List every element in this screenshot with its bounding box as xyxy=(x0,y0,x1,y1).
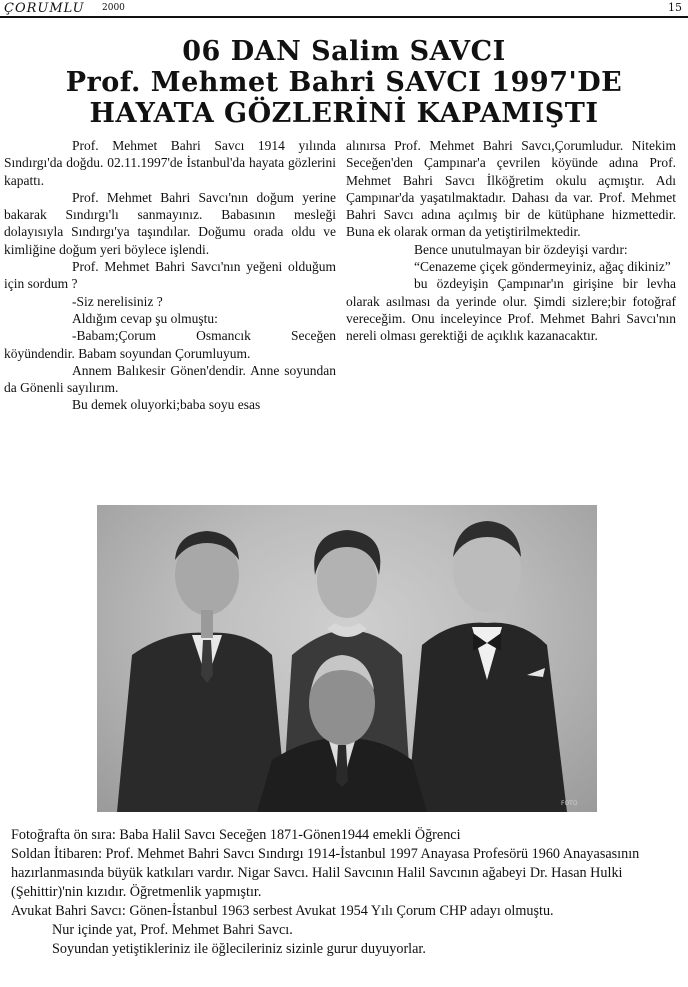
article-paragraph: Prof. Mehmet Bahri Savcı 1914 yılında Sındırgı'da doğdu. 02.11.1997'de İstanbul'da hayata gözlerini kapattı. xyxy=(4,138,336,188)
article-paragraph: -Siz nerelisiniz ? xyxy=(72,293,163,309)
article-column-left xyxy=(4,137,336,414)
article-paragraph: Bence unutulmayan bir özdeyişi vardır: xyxy=(414,241,628,257)
page-number: 15 xyxy=(668,1,682,14)
article-column-right xyxy=(346,137,676,345)
caption-line-2: Soldan İtibaren: Prof. Mehmet Bahri Savcı Sındırgı 1914-İstanbul 1997 Anayasa Profesörü 1960 Anayasasının hazırlanmasında büyük katkıları vardır. Nigar Savcı. Halil Savcının Halil Savcının ağabeyi Dr. Hasan Hulki (Şehittir)'nin kızıdır. Öğretmenlik yapmıştır. xyxy=(11,846,640,900)
article-paragraph: Aldığım cevap şu olmuştu: xyxy=(72,310,218,326)
article-paragraph: Bu demek oluyorki;baba soyu esas xyxy=(72,397,261,413)
article-paragraph: “Cenazeme çiçek göndermeyiniz, ağaç dikiniz” xyxy=(414,259,671,275)
caption-line-1: Fotoğrafta ön sıra: Baba Halil Savcı Seceğen 1871-Gönen1944 emekli Öğrenci xyxy=(11,827,461,843)
person-right xyxy=(407,521,567,812)
issue-year: 2000 xyxy=(102,3,125,13)
article-paragraph: Prof. Mehmet Bahri Savcı'nın yeğeni olduğum için sordum ? xyxy=(4,259,336,292)
article-headline xyxy=(0,36,688,129)
headline-line-2: Prof. Mehmet Bahri SAVCI 1997'DE xyxy=(65,67,623,98)
caption-line-3: Avukat Bahri Savcı: Gönen-İstanbul 1963 serbest Avukat 1954 Yılı Çorum CHP adayı olmuştu. xyxy=(11,903,554,919)
photo-illustration xyxy=(97,505,597,812)
family-photograph xyxy=(97,505,597,812)
person-left xyxy=(117,531,287,812)
headline-line-3: HAYATA GÖZLERİNİ KAPAMIŞTI xyxy=(89,98,599,129)
article-paragraph: -Babam;Çorum Osmancık Seceğen köyündendir. Babam soyundan Çorumluyum. xyxy=(4,328,336,361)
photo-studio-stamp: FOTO xyxy=(561,800,578,807)
headline-line-1: 06 DAN Salim SAVCI xyxy=(182,36,506,67)
header-rule xyxy=(0,16,688,18)
newspaper-name: ÇORUMLU xyxy=(4,1,85,16)
caption-line-4: Nur içinde yat, Prof. Mehmet Bahri Savcı. xyxy=(52,922,293,938)
caption-line-5: Soyundan yetiştikleriniz ile öğlecileriniz sizinle gurur duyuyorlar. xyxy=(52,941,426,957)
article-paragraph: Annem Balıkesir Gönen'dendir. Anne soyundan da Gönenli sayılırım. xyxy=(4,362,336,396)
photo-caption xyxy=(11,826,683,959)
article-paragraph: alınırsa Prof. Mehmet Bahri Savcı,Çorumludur. Nitekim Seceğen'den Çampınar'a çevrilen köyünde adına Prof. Mehmet Bahri Savcı İlköğretim okulu açmıştır. Adı Çampınar'da yaşatılmaktadır. Dahası da var. Prof. Mehmet Bahri Savcı adına açılmış bir de kütüphane hizmettedir. Buna ek olarak orman da yetiştirilmektedir. xyxy=(346,138,676,240)
article-paragraph: bu özdeyişin Çampınar'ın girişine bir levha olarak asılması da yerinde olur. Şimdi sizlere;bir fotoğraf vereceğim. Onu inceleyince Prof. Mehmet Bahri Savcı'nın nereli olması gerektiği de açıklık kazanacaktır. xyxy=(346,276,676,344)
article-paragraph: Prof. Mehmet Bahri Savcı'nın doğum yerine bakarak Sındırgı'lı sanmayınız. Babasının mesleği dolayısıyla Sındırgı'ya taşındılar. Doğumu orada oldu ve kimliğine doğum yeri böylece işlendi. xyxy=(4,189,336,257)
page-header xyxy=(0,0,688,20)
